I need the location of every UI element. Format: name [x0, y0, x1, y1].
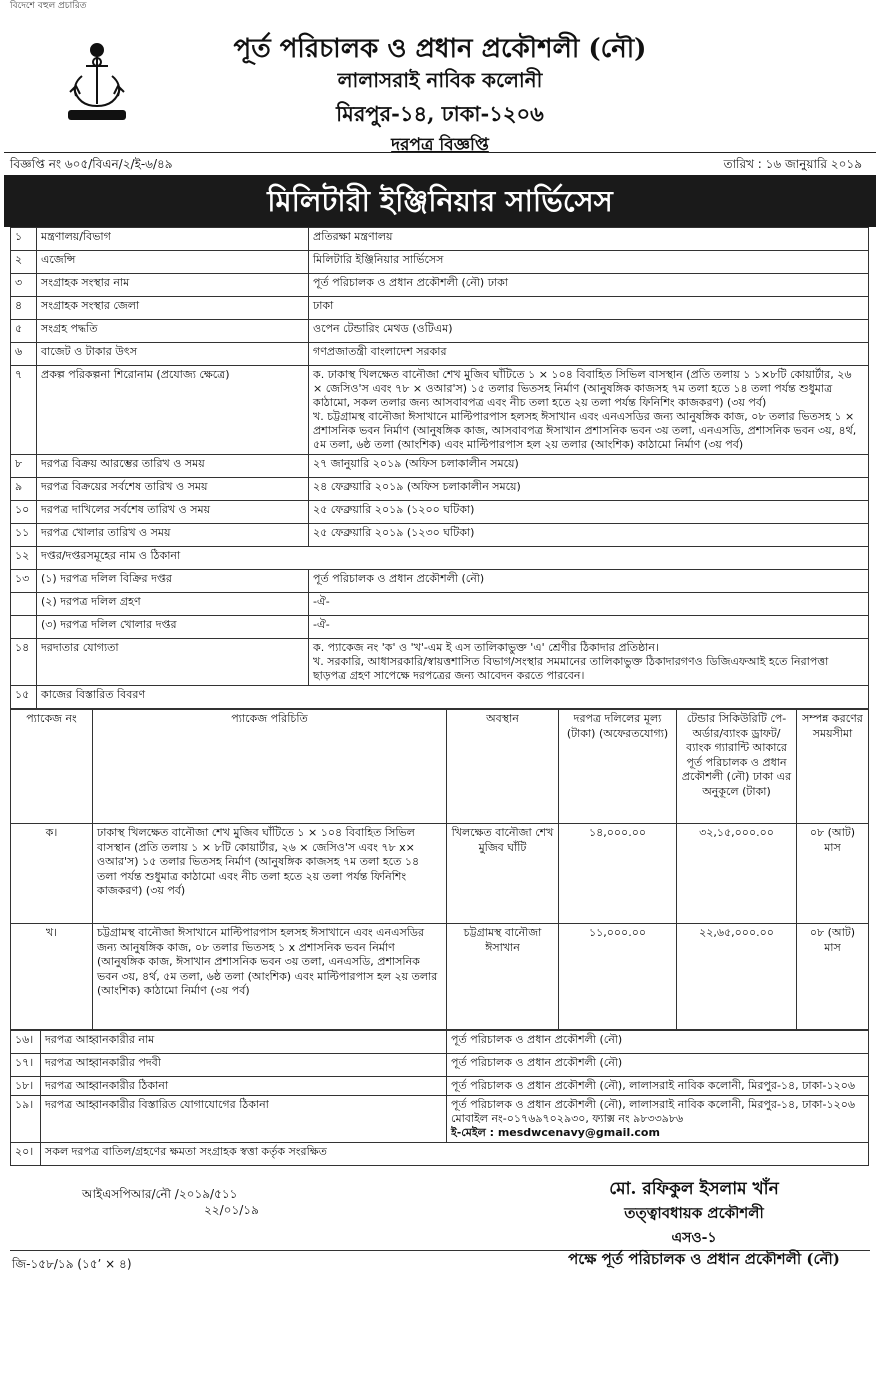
package-no: ক। [11, 824, 93, 924]
row-value: মিলিটারি ইঞ্জিনিয়ার সার্ভিসেস [309, 251, 869, 274]
table-row [11, 228, 869, 251]
package-table [10, 709, 869, 1030]
notice-header [4, 12, 876, 155]
row-number: ১৪ [11, 639, 37, 686]
row-value: -ঐ- [309, 593, 869, 616]
row-label: দরপত্র বিক্রয়ের সর্বশেষ তারিখ ও সময় [37, 478, 309, 501]
table-row [11, 297, 869, 320]
row-value: প্রতিরক্ষা মন্ত্রণালয় [309, 228, 869, 251]
table-row [11, 455, 869, 478]
row-number: ২ [11, 251, 37, 274]
table-row [11, 251, 869, 274]
row-number: ১০ [11, 501, 37, 524]
contact-address: পূর্ত পরিচালক ও প্রধান প্রকৌশলী (নৌ), লালাসরাই নাবিক কলোনী, মিরপুর-১৪, ঢাকা-১২০৬ মোবাইল নং-০১৭৬৯৭০২৯৩০, ফ্যাক্স নং ৯৮৩৩৯৮৬ [451, 1098, 856, 1125]
row-label: (২) দরপত্র দলিল গ্রহণ [37, 593, 309, 616]
package-time: ০৮ (আট) মাস [797, 824, 869, 924]
signatory-name: মো. রফিকুল ইসলাম খাঁন [609, 1179, 779, 1199]
row-number: ৫ [11, 320, 37, 343]
row-value: -ঐ- [309, 616, 869, 639]
table-row [11, 343, 869, 366]
header-document-price: দরপত্র দলিলের মূল্য (টাকা) (অফেরতযোগ্য) [559, 710, 677, 824]
table-row [11, 1031, 869, 1054]
table-row [11, 1054, 869, 1077]
row-value [309, 639, 869, 686]
row-value: গণপ্রজাতন্ত্রী বাংলাদেশ সরকার [309, 343, 869, 366]
row-number: ১৩ [11, 570, 37, 593]
table-row [11, 501, 869, 524]
row-label: প্রকল্প পরিকল্পনা শিরোনাম (প্রযোজ্য ক্ষেত্রে) [37, 366, 309, 455]
row-number: ১৫ [11, 686, 37, 709]
row-value [309, 366, 869, 455]
row-label: সকল দরপত্র বাতিল/গ্রহণের ক্ষমতা সংগ্রাহক স্বত্তা কর্তৃক সংরক্ষিত [41, 1143, 869, 1166]
row-label: কাজের বিস্তারিত বিবরণ [37, 686, 869, 709]
gi-number: জি-১৫৮/১৯ (১৫ʼ × ৪) [12, 1257, 132, 1271]
row-label: দরপত্র আহ্বানকারীর বিস্তারিত যোগাযোগের ঠিকানা [41, 1096, 447, 1143]
project-b-text: খ. চট্টগ্রামস্থ বানৌজা ঈসাখানে মাল্টিপারপাস হলসহ ঈসাখান এবং এনএসডির জন্য আনুষঙ্গিক কাজ, ০৮ তলার ভিতসহ ১ × প্রশাসনিক ভবন নির্মাণ (আনুষঙ্গিক কাজ, আসবাবপত্র ঈসাখান প্রশাসনিক ভবন ৩য় তলা, এনএসডি, প্রশাসনিক ভবন ৩য়, ৪র্থ, ৫ম তলা, ৬ষ্ঠ তলা (আংশিক) এবং মাল্টিপারপাস হল ২য় তলার (আংশিক) কাঠামো নির্মাণ (৩য় পর্ব) [313, 410, 857, 451]
row-number: ৮ [11, 455, 37, 478]
row-number: ২০। [11, 1143, 41, 1166]
row-label: দরপত্র আহ্বানকারীর নাম [41, 1031, 447, 1054]
row-value: পূর্ত পরিচালক ও প্রধান প্রকৌশলী (নৌ) ঢাকা [309, 274, 869, 297]
table-row [11, 274, 869, 297]
package-security: ২২,৬৫,০০০.০০ [677, 924, 797, 1030]
signatory-on-behalf: পক্ষে পূর্ত পরিচালক ও প্রধান প্রকৌশলী (নৌ) [568, 1250, 840, 1268]
row-value: ওপেন টেন্ডারিং মেথড (ওটিএম) [309, 320, 869, 343]
package-no: খ। [11, 924, 93, 1030]
row-number: ১৭। [11, 1054, 41, 1077]
signatory-code: এসও-১ [671, 1230, 717, 1246]
project-a-text: ক. ঢাকাস্থ খিলক্ষেত বানৌজা শেখ মুজিব ঘাঁটিতে ১ × ১০৪ বিবাহিত সিভিল বাসস্থান (প্রতি তলায় ১ ১×৮টি কোয়ার্টার, ২৬ × জেসিও'স এবং ৭৮ × ওআর'স) ১৫ তলার ভিতসহ নির্মাণ (আনুষঙ্গিক কাজসহ ৭ম তলা হতে ১৪ তলা পর্যন্ত শুধুমাত্র কাঠামো, সকল তলার জন্য আসবাবপত্র এবং নীচ তলা হতে ২য় তলা পর্যন্ত ফিনিশিং কাজকরণ) (৩য় পর্ব) [313, 368, 852, 409]
row-value [447, 1096, 869, 1143]
header-tender-security: টেন্ডার সিকিউরিটি পে-অর্ডার/ব্যাংক ড্রাফট/ ব্যাংক গ্যারান্টি আকারে পূর্ত পরিচালক ও প্রধান প্রকৌশলী (নৌ) ঢাকা এর অনুকূলে (টাকা) [677, 710, 797, 824]
header-location: অবস্থান [447, 710, 559, 824]
table-row [11, 570, 869, 593]
row-value: পূর্ত পরিচালক ও প্রধান প্রকৌশলী (নৌ), লালাসরাই নাবিক কলোনী, মিরপুর-১৪, ঢাকা-১২০৬ [447, 1077, 869, 1096]
row-number: ৯ [11, 478, 37, 501]
tender-notice-page [4, 0, 876, 1389]
row-label: (১) দরপত্র দলিল বিক্রির দপ্তর [37, 570, 309, 593]
table-row [11, 547, 869, 570]
reference-row [4, 152, 876, 175]
row-value: ২৭ জানুয়ারি ২০১৯ (অফিস চলাকালীন সময়ে) [309, 455, 869, 478]
row-label: দরপত্র আহ্বানকারীর ঠিকানা [41, 1077, 447, 1096]
row-number: ১৬। [11, 1031, 41, 1054]
table-row [11, 524, 869, 547]
row-label: দপ্তর/দপ্তরসমূহের নাম ও ঠিকানা [37, 547, 869, 570]
package-desc: চট্টগ্রামস্থ বানৌজা ঈসাখানে মাল্টিপারপাস হলসহ ঈসাখানে এবং এনএসডির জন্য আনুষঙ্গিক কাজ, ০৮ তলার ভিতসহ ১ x প্রশাসনিক ভবন নির্মাণ (আনুষঙ্গিক কাজ, ঈসাখান প্রশাসনিক ভবন ৩য় তলা, এনএসডি, প্রশাসনিক ভবন ৩য়, ৪র্থ, ৫ম তলা, ৬ষ্ঠ তলা (আংশিক) এবং মাল্টিপারপাস হল ২য় তলার (আংশিক) কাঠামো নির্মাণ (৩য় পর্ব) [93, 924, 447, 1030]
table-row [11, 1077, 869, 1096]
notice-footer [4, 1166, 876, 1286]
package-time: ০৮ (আট) মাস [797, 924, 869, 1030]
eligibility-b-text: খ. সরকারি, আধাসরকারি/স্বায়ত্তশাসিত বিভাগ/সংস্থার সমমানের তালিকাভুক্ত ঠিকাদারগণও ডিজিএফআই হতে নিরাপত্তা ছাড়পত্র গ্রহণ সাপেক্ষে দরপত্রের জন্য আবেদন করতে পারবেন। [313, 655, 829, 682]
table-row [11, 686, 869, 709]
header-completion-time: সম্পন্ন করণের সময়সীমা [797, 710, 869, 824]
row-label: সংগ্রহ পদ্ধতি [37, 320, 309, 343]
row-value: ২৪ ফেব্রুয়ারি ২০১৯ (অফিস চলাকালীন সময়ে) [309, 478, 869, 501]
row-label: বাজেট ও টাকার উৎস [37, 343, 309, 366]
package-header-row [11, 710, 869, 824]
issuer-colony: লালাসরাই নাবিক কলোনী [337, 68, 543, 92]
row-number [11, 616, 37, 639]
notice-number: বিজ্ঞপ্তি নং ৬০৫/বিএন/২/ই-৬/৪৯ [10, 157, 173, 171]
row-number: ৩ [11, 274, 37, 297]
row-number: ১ [11, 228, 37, 251]
row-value: পূর্ত পরিচালক ও প্রধান প্রকৌশলী (নৌ) [447, 1031, 869, 1054]
signatory-title: তত্ত্বাবধায়ক প্রকৌশলী [624, 1204, 764, 1222]
header-package-no: প্যাকেজ নং [11, 710, 93, 824]
row-value: পূর্ত পরিচালক ও প্রধান প্রকৌশলী (নৌ) [309, 570, 869, 593]
agency-banner: মিলিটারী ইঞ্জিনিয়ার সার্ভিসেস [4, 175, 876, 227]
row-label: দরদাতার যোগ্যতা [37, 639, 309, 686]
issuer-title: পূর্ত পরিচালক ও প্রধান প্রকৌশলী (নৌ) [233, 34, 647, 64]
row-label: দরপত্র বিক্রয় আরম্ভের তারিখ ও সময় [37, 455, 309, 478]
top-clipped-text: বিদেশে বহুল প্রচারিত [10, 1, 87, 11]
issuer-table [10, 1030, 869, 1166]
table-row [11, 320, 869, 343]
row-number: ৭ [11, 366, 37, 455]
row-number [11, 593, 37, 616]
package-desc: ঢাকাস্থ খিলক্ষেত বানৌজা শেখ মুজিব ঘাঁটিতে ১ × ১০৪ বিবাহিত সিভিল বাসস্থান (প্রতি তলায় ১ × ৮টি কোয়ার্টার, ২৬ × জেসিও'স এবং ৭৮ x× ওআর'স) ১৫ তলার ভিতসহ নির্মাণ (আনুষঙ্গিক কাজসহ ৭ম তলা হতে ১৪ তলা পর্যন্ত শুধুমাত্র কাঠামো এবং নীচ তলা হতে ২য় তলা পর্যন্ত ফিনিশিং কাজকরণ) (৩য় পর্ব) [93, 824, 447, 924]
row-number: ১২ [11, 547, 37, 570]
notice-title: দরপত্র বিজ্ঞপ্তি [391, 135, 489, 155]
table-row [11, 478, 869, 501]
package-security: ৩২,১৫,০০০.০০ [677, 824, 797, 924]
issuer-address: মিরপুর-১৪, ঢাকা-১২০৬ [336, 101, 544, 126]
row-value: ২৫ ফেব্রুয়ারি ২০১৯ (১২৩০ ঘটিকা) [309, 524, 869, 547]
ispr-date: ২২/০১/১৯ [204, 1203, 259, 1217]
table-row [11, 616, 869, 639]
row-label: দরপত্র আহ্বানকারীর পদবী [41, 1054, 447, 1077]
row-label: দরপত্র খোলার তারিখ ও সময় [37, 524, 309, 547]
table-row-eligibility [11, 639, 869, 686]
row-label: (৩) দরপত্র দলিল খোলার দপ্তর [37, 616, 309, 639]
header-package-desc: প্যাকেজ পরিচিতি [93, 710, 447, 824]
row-number: ৬ [11, 343, 37, 366]
row-number: ১৯। [11, 1096, 41, 1143]
row-value: পূর্ত পরিচালক ও প্রধান প্রকৌশলী (নৌ) [447, 1054, 869, 1077]
package-location: খিলক্ষেত বানৌজা শেখ মুজিব ঘাঁটি [447, 824, 559, 924]
row-number: ১৮। [11, 1077, 41, 1096]
package-price: ১১,০০০.০০ [559, 924, 677, 1030]
tender-details-table [10, 227, 869, 709]
eligibility-a-text: ক. প্যাকেজ নং 'ক' ও 'খ'-এম ই এস তালিকাভুক্ত 'এ' শ্রেণীর ঠিকাদার প্রতিষ্ঠান। [313, 641, 659, 654]
package-row [11, 824, 869, 924]
row-label: সংগ্রাহক সংস্থার নাম [37, 274, 309, 297]
row-label: দরপত্র দাখিলের সর্বশেষ তারিখ ও সময় [37, 501, 309, 524]
contact-email: ই-মেইল : mesdwcenavy@gmail.com [451, 1126, 660, 1139]
row-number: ১১ [11, 524, 37, 547]
table-row [11, 593, 869, 616]
package-price: ১৪,০০০.০০ [559, 824, 677, 924]
package-location: চট্টগ্রামস্থ বানৌজা ঈসাখান [447, 924, 559, 1030]
row-number: ৪ [11, 297, 37, 320]
package-row [11, 924, 869, 1030]
row-value: ২৫ ফেব্রুয়ারি ২০১৯ (১২০০ ঘটিকা) [309, 501, 869, 524]
row-value: ঢাকা [309, 297, 869, 320]
row-label: এজেন্সি [37, 251, 309, 274]
table-row-project-title [11, 366, 869, 455]
row-label: মন্ত্রণালয়/বিভাগ [37, 228, 309, 251]
table-row-contact [11, 1096, 869, 1143]
row-label: সংগ্রাহক সংস্থার জেলা [37, 297, 309, 320]
ispr-number: আইএসপিআর/নৌ /২০১৯/৫১১ [82, 1187, 238, 1201]
notice-date: তারিখ : ১৬ জানুয়ারি ২০১৯ [723, 157, 862, 171]
table-row [11, 1143, 869, 1166]
